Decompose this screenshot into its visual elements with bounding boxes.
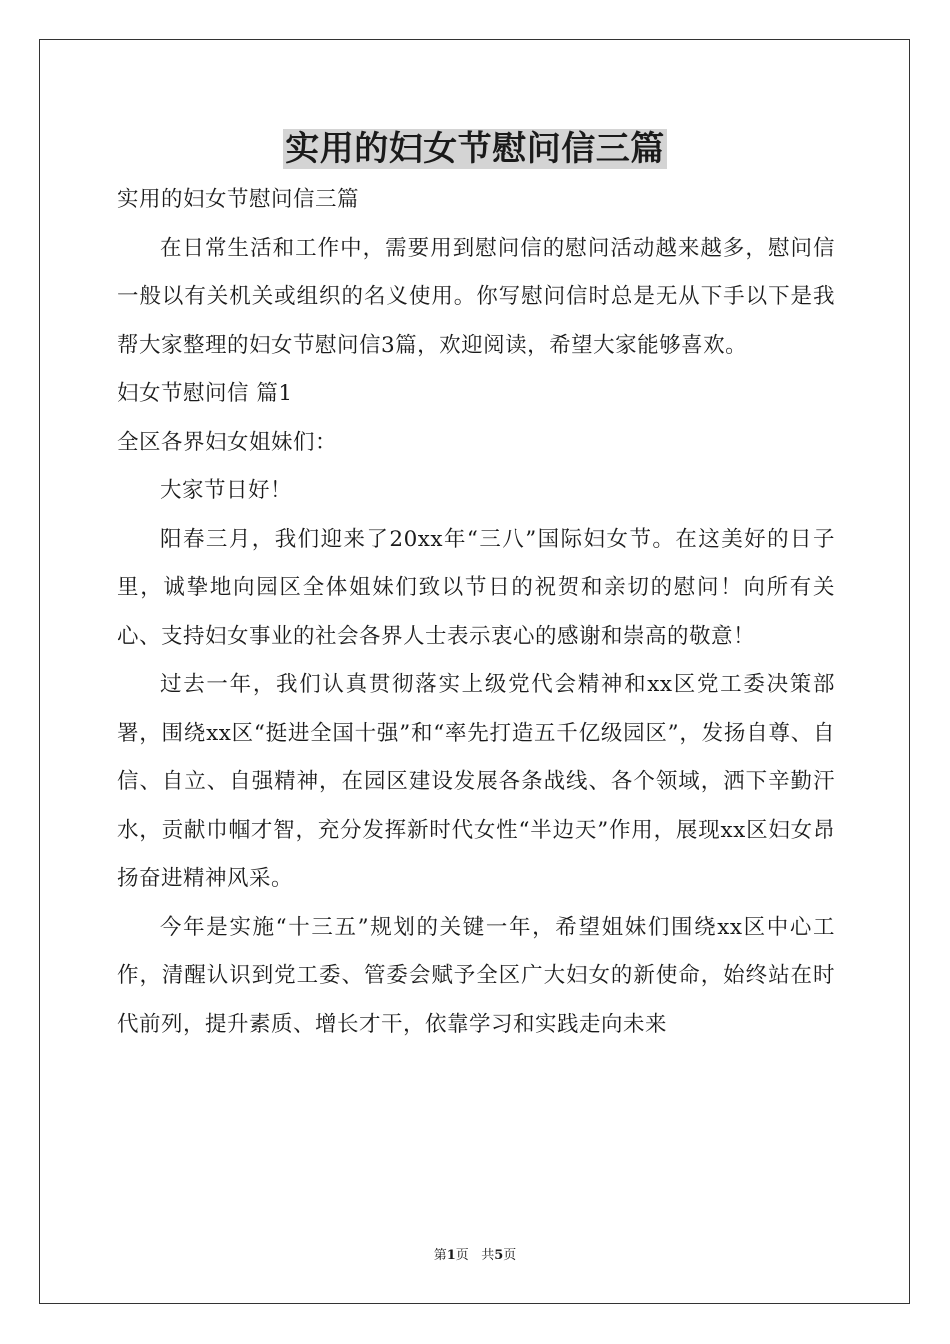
paragraph: 今年是实施“十三五”规划的关键一年，希望姐妹们围绕xx区中心工作，清醒认识到党工委、管委会赋予全区广大妇女的新使命，始终站在时代前列，提升素质、增长才干，依靠学习和实践走向未来 — [117, 914, 835, 1037]
paragraph: 大家节日好！ — [160, 478, 293, 503]
document-title-text: 实用的妇女节慰问信三篇 — [285, 129, 665, 169]
document-title — [0, 124, 950, 174]
paragraph: 实用的妇女节慰问信三篇 — [117, 187, 360, 212]
current-page-number: 1 — [446, 1248, 456, 1263]
page-footer — [0, 1247, 950, 1265]
paragraph: 妇女节慰问信 篇1 — [117, 381, 293, 406]
paragraph: 过去一年，我们认真贯彻落实上级党代会精神和xx区党工委决策部署，围绕xx区“挺进全国十强”和“率先打造五千亿级园区”，发扬自尊、自信、自立、自强精神，在园区建设发展各条战线、各个领域，洒下辛勤汗水，贡献巾帼才智，充分发挥新时代女性“半边天”作用，展现xx区妇女昂扬奋进精神风采。 — [117, 672, 835, 891]
page-suffix: 页 — [455, 1248, 469, 1263]
page-prefix: 第 — [433, 1248, 447, 1263]
total-prefix: 共 — [481, 1248, 495, 1263]
paragraph: 阳春三月，我们迎来了20xx年“三八”国际妇女节。在这美好的日子里，诚挚地向园区全体姐妹们致以节日的祝贺和亲切的慰问！向所有关心、支持妇女事业的社会各界人士表示衷心的感谢和崇高的敬意！ — [117, 526, 835, 649]
total-suffix: 页 — [503, 1248, 517, 1263]
document-body — [117, 176, 835, 1049]
paragraph: 在日常生活和工作中，需要用到慰问信的慰问活动越来越多，慰问信一般以有关机关或组织的名义使用。你写慰问信时总是无从下手以下是我帮大家整理的妇女节慰问信3篇，欢迎阅读，希望大家能够喜欢。 — [117, 235, 835, 358]
paragraph: 全区各界妇女姐妹们： — [117, 429, 338, 455]
total-page-count: 5 — [494, 1248, 504, 1263]
